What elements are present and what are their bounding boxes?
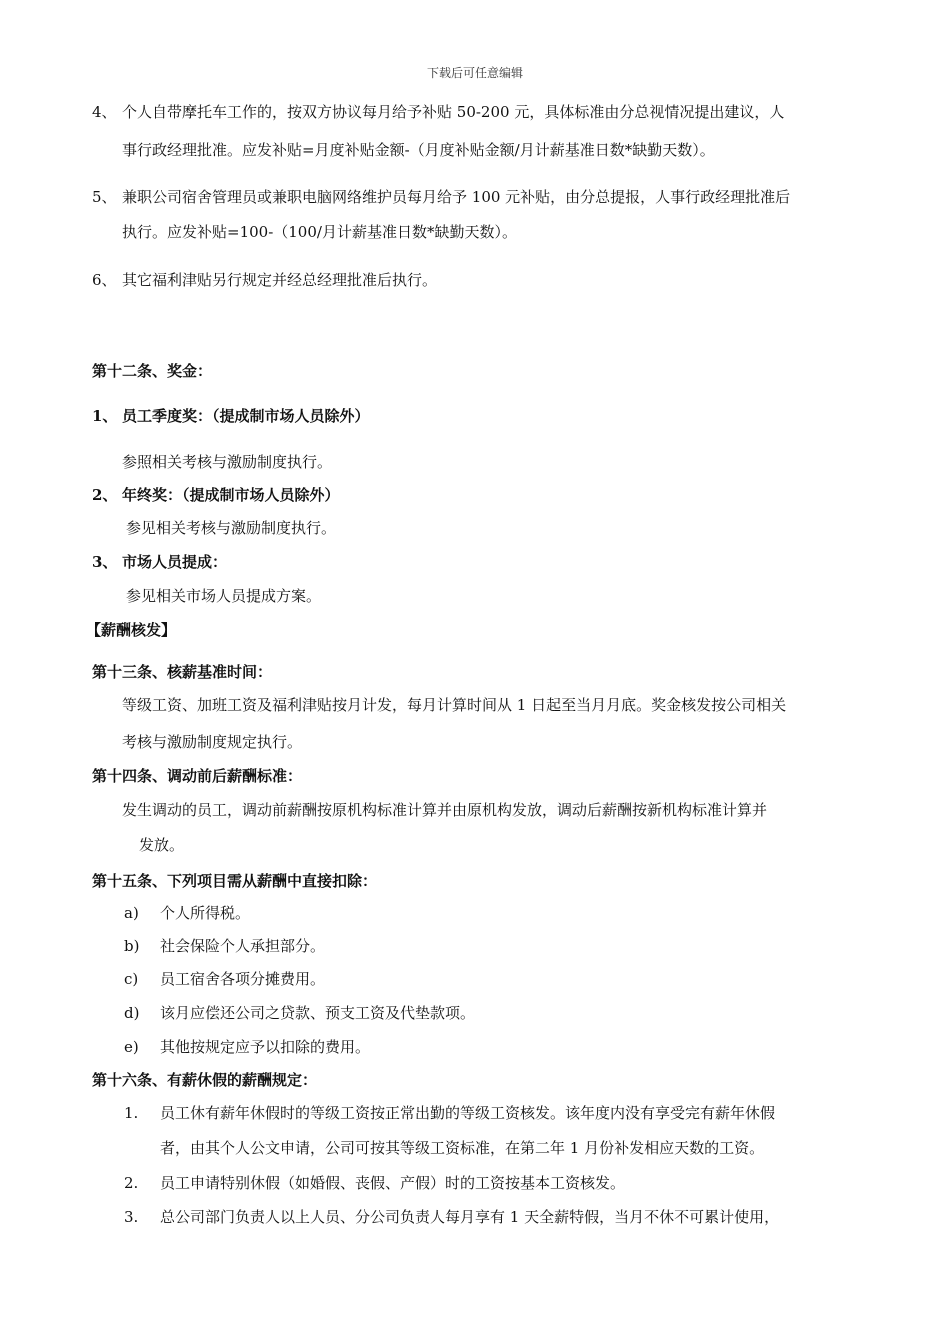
item-label: d) bbox=[124, 1004, 140, 1022]
item-number: 4、 bbox=[92, 103, 117, 121]
item-number: 1、 bbox=[92, 407, 118, 425]
item-body: 参照相关考核与激励制度执行。 bbox=[122, 453, 333, 471]
list-item bbox=[124, 1037, 370, 1057]
list-item bbox=[124, 1173, 625, 1193]
item-label: 2. bbox=[124, 1174, 139, 1192]
item-body: 参见相关考核与激励制度执行。 bbox=[126, 519, 337, 537]
item-continuation: 执行。应发补贴=100-（100/月计薪基准日数*缺勤天数）。 bbox=[122, 223, 517, 241]
item-label: a) bbox=[124, 904, 139, 922]
section-title: 【薪酬核发】 bbox=[86, 621, 177, 639]
list-item bbox=[92, 187, 790, 207]
list-item bbox=[92, 270, 437, 290]
item-number: 6、 bbox=[92, 271, 117, 289]
list-item bbox=[92, 552, 227, 572]
article-title: 第十六条、有薪休假的薪酬规定： bbox=[92, 1071, 318, 1089]
list-item bbox=[124, 1207, 779, 1227]
item-text: 个人所得税。 bbox=[160, 904, 251, 922]
article-body: 考核与激励制度规定执行。 bbox=[122, 733, 303, 751]
article-body: 等级工资、加班工资及福利津贴按月计发，每月计算时间从 1 日起至当月月底。奖金核发按公司相关 bbox=[122, 696, 787, 714]
list-item bbox=[124, 936, 325, 956]
item-label: b) bbox=[124, 937, 140, 955]
article-title: 第十二条、奖金： bbox=[92, 362, 213, 380]
item-continuation: 者，由其个人公文申请，公司可按其等级工资标准，在第二年 1 月份补发相应天数的工资。 bbox=[160, 1139, 765, 1157]
list-item bbox=[92, 102, 784, 122]
item-heading: 年终奖：（提成制市场人员除外） bbox=[122, 486, 340, 504]
item-number: 5、 bbox=[92, 188, 117, 206]
list-item bbox=[124, 969, 325, 989]
item-label: e) bbox=[124, 1038, 139, 1056]
item-heading: 市场人员提成： bbox=[122, 553, 228, 571]
list-item bbox=[124, 1103, 775, 1123]
item-label: c) bbox=[124, 970, 139, 988]
item-continuation: 事行政经理批准。应发补贴=月度补贴金额-（月度补贴金额/月计薪基准日数*缺勤天数）。 bbox=[122, 141, 715, 159]
item-text: 社会保险个人承担部分。 bbox=[160, 937, 326, 955]
item-text: 总公司部门负责人以上人员、分公司负责人每月享有 1 天全薪特假，当月不休不可累计使用， bbox=[160, 1208, 780, 1226]
item-text: 个人自带摩托车工作的，按双方协议每月给予补贴 50-200 元，具体标准由分总视情况提出建议，人 bbox=[122, 103, 785, 121]
item-text: 其它福利津贴另行规定并经总经理批准后执行。 bbox=[122, 271, 438, 289]
item-label: 3. bbox=[124, 1208, 139, 1226]
item-text: 该月应偿还公司之贷款、预支工资及代垫款项。 bbox=[160, 1004, 476, 1022]
item-heading: 员工季度奖：（提成制市场人员除外） bbox=[122, 407, 370, 425]
article-title: 第十五条、下列项目需从薪酬中直接扣除： bbox=[92, 872, 378, 890]
list-item bbox=[124, 903, 250, 923]
list-item bbox=[124, 1003, 475, 1023]
item-label: 1. bbox=[124, 1104, 139, 1122]
item-text: 其他按规定应予以扣除的费用。 bbox=[160, 1038, 371, 1056]
item-text: 兼职公司宿舍管理员或兼职电脑网络维护员每月给予 100 元补贴，由分总提报，人事行政经理批准后 bbox=[122, 188, 791, 206]
item-body: 参见相关市场人员提成方案。 bbox=[126, 587, 322, 605]
item-text: 员工休有薪年休假时的等级工资按正常出勤的等级工资核发。该年度内没有享受完有薪年休假 bbox=[160, 1104, 776, 1122]
article-title: 第十三条、核薪基准时间： bbox=[92, 663, 273, 681]
item-number: 3、 bbox=[92, 553, 118, 571]
article-body: 发生调动的员工，调动前薪酬按原机构标准计算并由原机构发放，调动后薪酬按新机构标准计算并 bbox=[122, 801, 768, 819]
item-text: 员工申请特别休假（如婚假、丧假、产假）时的工资按基本工资核发。 bbox=[160, 1174, 626, 1192]
page-header: 下载后可任意编辑 bbox=[426, 66, 523, 80]
list-item bbox=[92, 485, 340, 505]
list-item bbox=[92, 406, 370, 426]
article-title: 第十四条、调动前后薪酬标准： bbox=[92, 767, 303, 785]
article-body: 发放。 bbox=[139, 836, 185, 854]
item-number: 2、 bbox=[92, 486, 118, 504]
item-text: 员工宿舍各项分摊费用。 bbox=[160, 970, 326, 988]
